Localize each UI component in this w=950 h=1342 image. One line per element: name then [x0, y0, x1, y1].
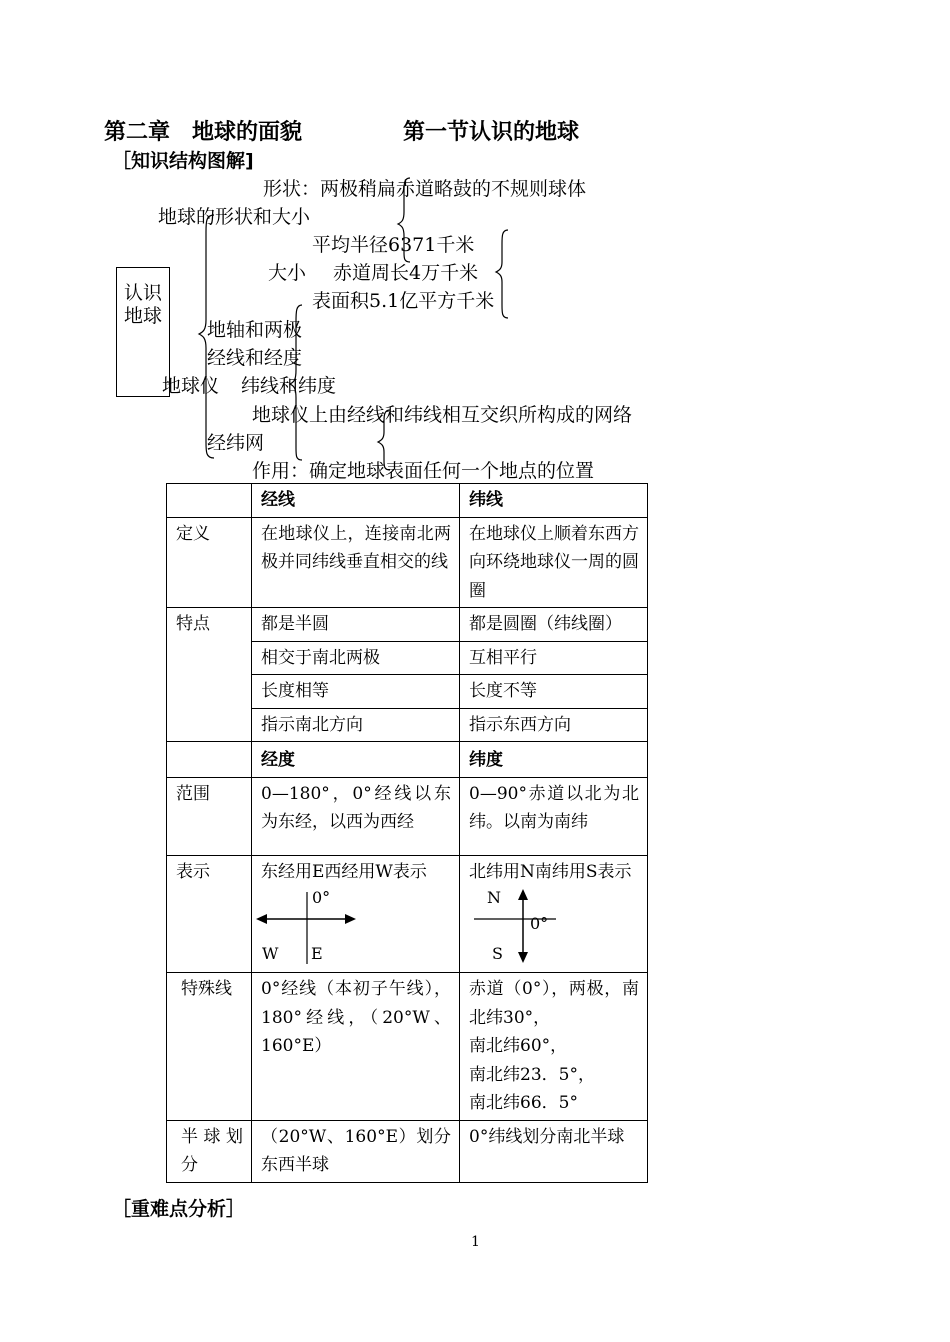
header-meridian: 经线 [252, 484, 460, 518]
outline-network-def: 地球仪上由经线和纬线相互交织所构成的网络 [252, 404, 633, 426]
outline-radius: 平均半径6371千米 [312, 234, 475, 256]
notation-longitude-cell [252, 855, 460, 973]
outline-root-label: 认识地球 [123, 282, 162, 327]
hemisphere-longitude: （20°W、160°E）划分东西半球 [252, 1120, 460, 1182]
feature-parallel: 指示东西方向 [460, 708, 648, 742]
diag-lon-west: W [262, 944, 279, 963]
notation-latitude: 北纬用N南纬用S表示 [469, 861, 632, 882]
table-cell [167, 742, 252, 778]
range-longitude: 0—180°，0°经线以东为东经，以西为西经 [252, 777, 460, 855]
outline-meridians: 经线和经度 [207, 347, 303, 369]
outline-area: 表面积5.1亿平方千米 [312, 290, 495, 312]
outline-network: 经纬网 [207, 432, 265, 454]
table-row [167, 777, 648, 855]
special-latitude-line: 南北纬60°， [469, 1036, 568, 1056]
outline-globe: 地球仪 [162, 375, 220, 397]
diag-lon-east: E [311, 944, 323, 963]
table-row [167, 742, 648, 778]
special-longitude: 0°经线（本初子午线），180°经线，（20°W、160°E） [252, 973, 460, 1121]
longitude-axes [252, 886, 442, 970]
header-latitude: 纬度 [460, 742, 648, 778]
table-row [167, 1120, 648, 1182]
feature-meridian: 都是半圆 [252, 608, 460, 642]
outline-shape-size: 地球的形状和大小 [158, 206, 311, 228]
outline-equator: 赤道周长4万千米 [333, 262, 479, 284]
table-row [167, 608, 648, 642]
feature-parallel: 互相平行 [460, 641, 648, 675]
feature-meridian: 指示南北方向 [252, 708, 460, 742]
range-latitude: 0—90°赤道以北为北纬。以南为南纬 [460, 777, 648, 855]
table-row [167, 855, 648, 973]
special-latitude-line: 南北纬66．5° [469, 1093, 578, 1113]
outline-network-use: 作用：确定地球表面任何一个地点的位置 [252, 460, 595, 482]
outline-axis-poles: 地轴和两极 [207, 319, 303, 341]
row-label-special: 特殊线 [167, 973, 252, 1121]
special-latitude-cell [460, 973, 648, 1121]
row-label-range: 范围 [167, 777, 252, 855]
section-title: 第一节认识的地球 [403, 120, 580, 145]
diag-lat-north: N [487, 888, 501, 907]
special-latitude-line: 南北纬23．5°， [469, 1064, 595, 1085]
feature-parallel: 都是圆圈（纬线圈） [460, 608, 648, 642]
chapter-title: 第二章 地球的面貌 [104, 120, 303, 145]
outline-size-label: 大小 [268, 262, 307, 284]
knowledge-heading: ［知识结构图解] [112, 150, 254, 172]
table-row [167, 973, 648, 1121]
feature-meridian: 长度相等 [252, 675, 460, 709]
special-latitude-line: 赤道（0°），两极，南北纬30°， [469, 979, 639, 1028]
header-longitude: 经度 [252, 742, 460, 778]
latitude-diagram [469, 886, 639, 970]
hemisphere-latitude: 0°纬线划分南北半球 [460, 1120, 648, 1182]
feature-parallel: 长度不等 [460, 675, 648, 709]
header-parallel: 纬线 [460, 484, 648, 518]
table-row [167, 517, 648, 608]
diag-lon-zero: 0° [312, 888, 331, 907]
table-row [167, 484, 648, 518]
diag-lat-zero: 0° [530, 914, 549, 933]
definition-meridian: 在地球仪上，连接南北两极并同纬线垂直相交的线 [252, 517, 460, 608]
row-label-hemisphere: 半球划分 [167, 1120, 252, 1182]
row-label-notation: 表示 [167, 855, 252, 973]
outline-parallels: 纬线和纬度 [241, 375, 337, 397]
row-label-definition: 定义 [167, 517, 252, 608]
analysis-heading: ［重难点分析］ [112, 1198, 246, 1220]
diag-lat-south: S [492, 944, 503, 963]
comparison-table [166, 483, 648, 1183]
table-cell [167, 484, 252, 518]
outline-shape: 形状：两极稍扁赤道略鼓的不规则球体 [263, 178, 587, 200]
definition-parallel: 在地球仪上顺着东西方向环绕地球仪一周的圆圈 [460, 517, 648, 608]
page-number: 1 [471, 1234, 480, 1250]
longitude-diagram [261, 886, 451, 970]
brace-size [496, 230, 508, 318]
notation-longitude: 东经用E西经用W表示 [261, 861, 427, 882]
row-label-features: 特点 [167, 608, 252, 742]
feature-meridian: 相交于南北两极 [252, 641, 460, 675]
notation-latitude-cell [460, 855, 648, 973]
